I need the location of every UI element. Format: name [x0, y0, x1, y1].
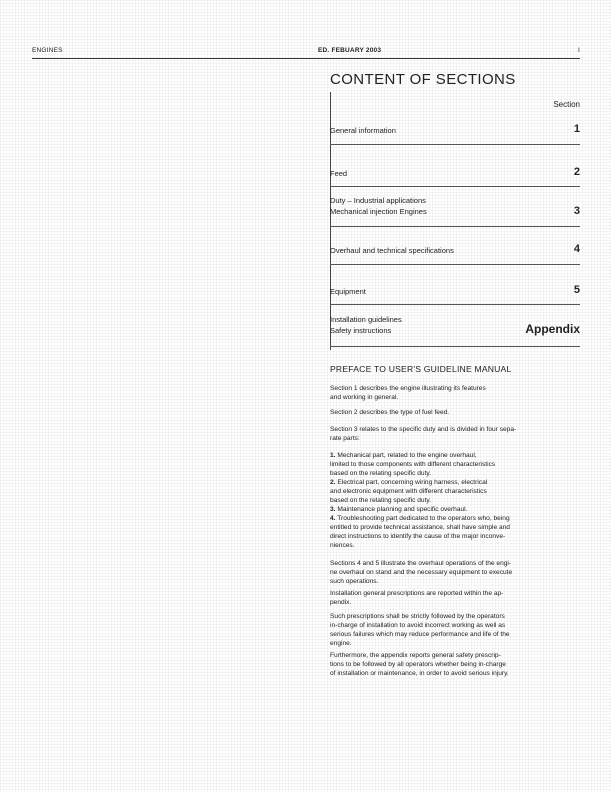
text-line: Sections 4 and 5 illustrate the overhaul operations of the engi- — [330, 560, 512, 567]
text-line: niences. — [330, 542, 355, 549]
list-number: 4. — [330, 515, 336, 522]
text-line: such operations. — [330, 578, 379, 585]
text-line: of installation or maintenance, in order to avoid serious injury. — [330, 670, 509, 677]
toc-divider — [330, 226, 580, 227]
text-line: entitled to provide technical assistance, shall have simple and — [330, 524, 510, 531]
toc-row-equipment — [330, 284, 580, 296]
toc-row-number: 5 — [573, 284, 580, 296]
toc-row-overhaul — [330, 243, 580, 255]
toc-divider — [330, 264, 580, 265]
text-line: Maintenance planning and specific overhaul. — [335, 506, 468, 513]
text-line: rate parts: — [330, 435, 360, 442]
toc-row-number: 3 — [573, 205, 580, 217]
toc-divider — [330, 186, 580, 187]
text-line: Troubleshooting part dedicated to the operators who, being — [335, 515, 510, 522]
toc-row-duty — [330, 195, 580, 219]
preface-paragraph-prescriptions — [330, 612, 580, 648]
text-line: tions to be followed by all operators whether being in-charge — [330, 661, 506, 668]
toc-divider — [330, 304, 580, 305]
text-line: Section 1 describes the engine illustrating its features — [330, 385, 486, 392]
list-number: 2. — [330, 479, 336, 486]
text-line: direct instructions to identify the cause of the major inconve- — [330, 533, 506, 540]
header-manual-name: ENGINES — [32, 47, 63, 54]
toc-section-label: Section — [553, 100, 580, 109]
preface-paragraph-sections-4-5 — [330, 559, 580, 586]
text-line: Furthermore, the appendix reports general safety prescrip- — [330, 652, 501, 659]
preface-paragraph-section1 — [330, 384, 580, 402]
text-line: pendix. — [330, 599, 352, 606]
toc-row-text: General information — [330, 126, 396, 135]
toc-row-text: Installation guidelines — [330, 315, 402, 324]
text-line: Section 3 relates to the specific duty and is divided in four sepa- — [330, 426, 517, 433]
toc-row-text: Duty – Industrial applications — [330, 196, 426, 205]
text-line: serious failures which may reduce performance and life of the — [330, 631, 510, 638]
list-item — [330, 514, 580, 523]
text-line: and working in general. — [330, 394, 399, 401]
toc-row-number: 4 — [573, 243, 580, 255]
list-item — [330, 478, 580, 487]
list-item — [330, 505, 580, 514]
text-line: ne overhaul on stand and the necessary equipment to execute — [330, 569, 513, 576]
toc-row-text: Safety instructions — [330, 326, 392, 335]
toc-row-number: 2 — [573, 166, 580, 178]
preface-paragraph-installation — [330, 589, 580, 607]
preface-title: PREFACE TO USER'S GUIDELINE MANUAL — [330, 364, 512, 374]
text-line: Such prescriptions shall be strictly followed by the operators — [330, 613, 505, 620]
text-line: and electronic equipment with different characteristics — [330, 488, 487, 495]
toc-row-text: Mechanical injection Engines — [330, 207, 427, 216]
text-line: limited to those components with different characteristics — [330, 461, 496, 468]
toc-row-feed — [330, 166, 580, 178]
preface-parts-list — [330, 451, 580, 550]
text-line: based on the relating specific duty. — [330, 497, 432, 504]
toc-row-appendix-label: Appendix — [525, 322, 580, 336]
text-line: Electrical part, concerning wiring harness, electrical — [335, 479, 488, 486]
text-line: based on the relating specific duty. — [330, 470, 432, 477]
preface-paragraph-section2 — [330, 408, 580, 417]
header-divider — [32, 58, 580, 59]
toc-row-appendix — [330, 314, 580, 338]
list-number: 3. — [330, 506, 336, 513]
preface-paragraph-section3 — [330, 425, 580, 443]
text-line: engine. — [330, 640, 352, 647]
page-header — [32, 44, 580, 56]
toc-row-text: Overhaul and technical specifications — [330, 246, 454, 255]
toc-divider — [330, 346, 580, 347]
header-page-number: I — [577, 47, 580, 54]
toc-title: CONTENT OF SECTIONS — [330, 71, 516, 88]
list-number: 1. — [330, 452, 336, 459]
header-edition: ED. FEBUARY 2003 — [318, 47, 382, 54]
toc-row-general-information — [330, 123, 580, 135]
list-item — [330, 451, 580, 460]
preface-paragraph-safety — [330, 651, 580, 678]
text-line: Installation general prescriptions are reported within the ap- — [330, 590, 504, 597]
toc-row-text: Feed — [330, 169, 348, 178]
toc-row-number: 1 — [573, 123, 580, 135]
toc-divider — [330, 144, 580, 145]
text-line: Section 2 describes the type of fuel feed. — [330, 409, 450, 416]
text-line: Mechanical part, related to the engine overhaul, — [335, 452, 477, 459]
toc-row-text: Equipment — [330, 287, 366, 296]
text-line: in-charge of installation to avoid incorrect working as well as — [330, 622, 506, 629]
